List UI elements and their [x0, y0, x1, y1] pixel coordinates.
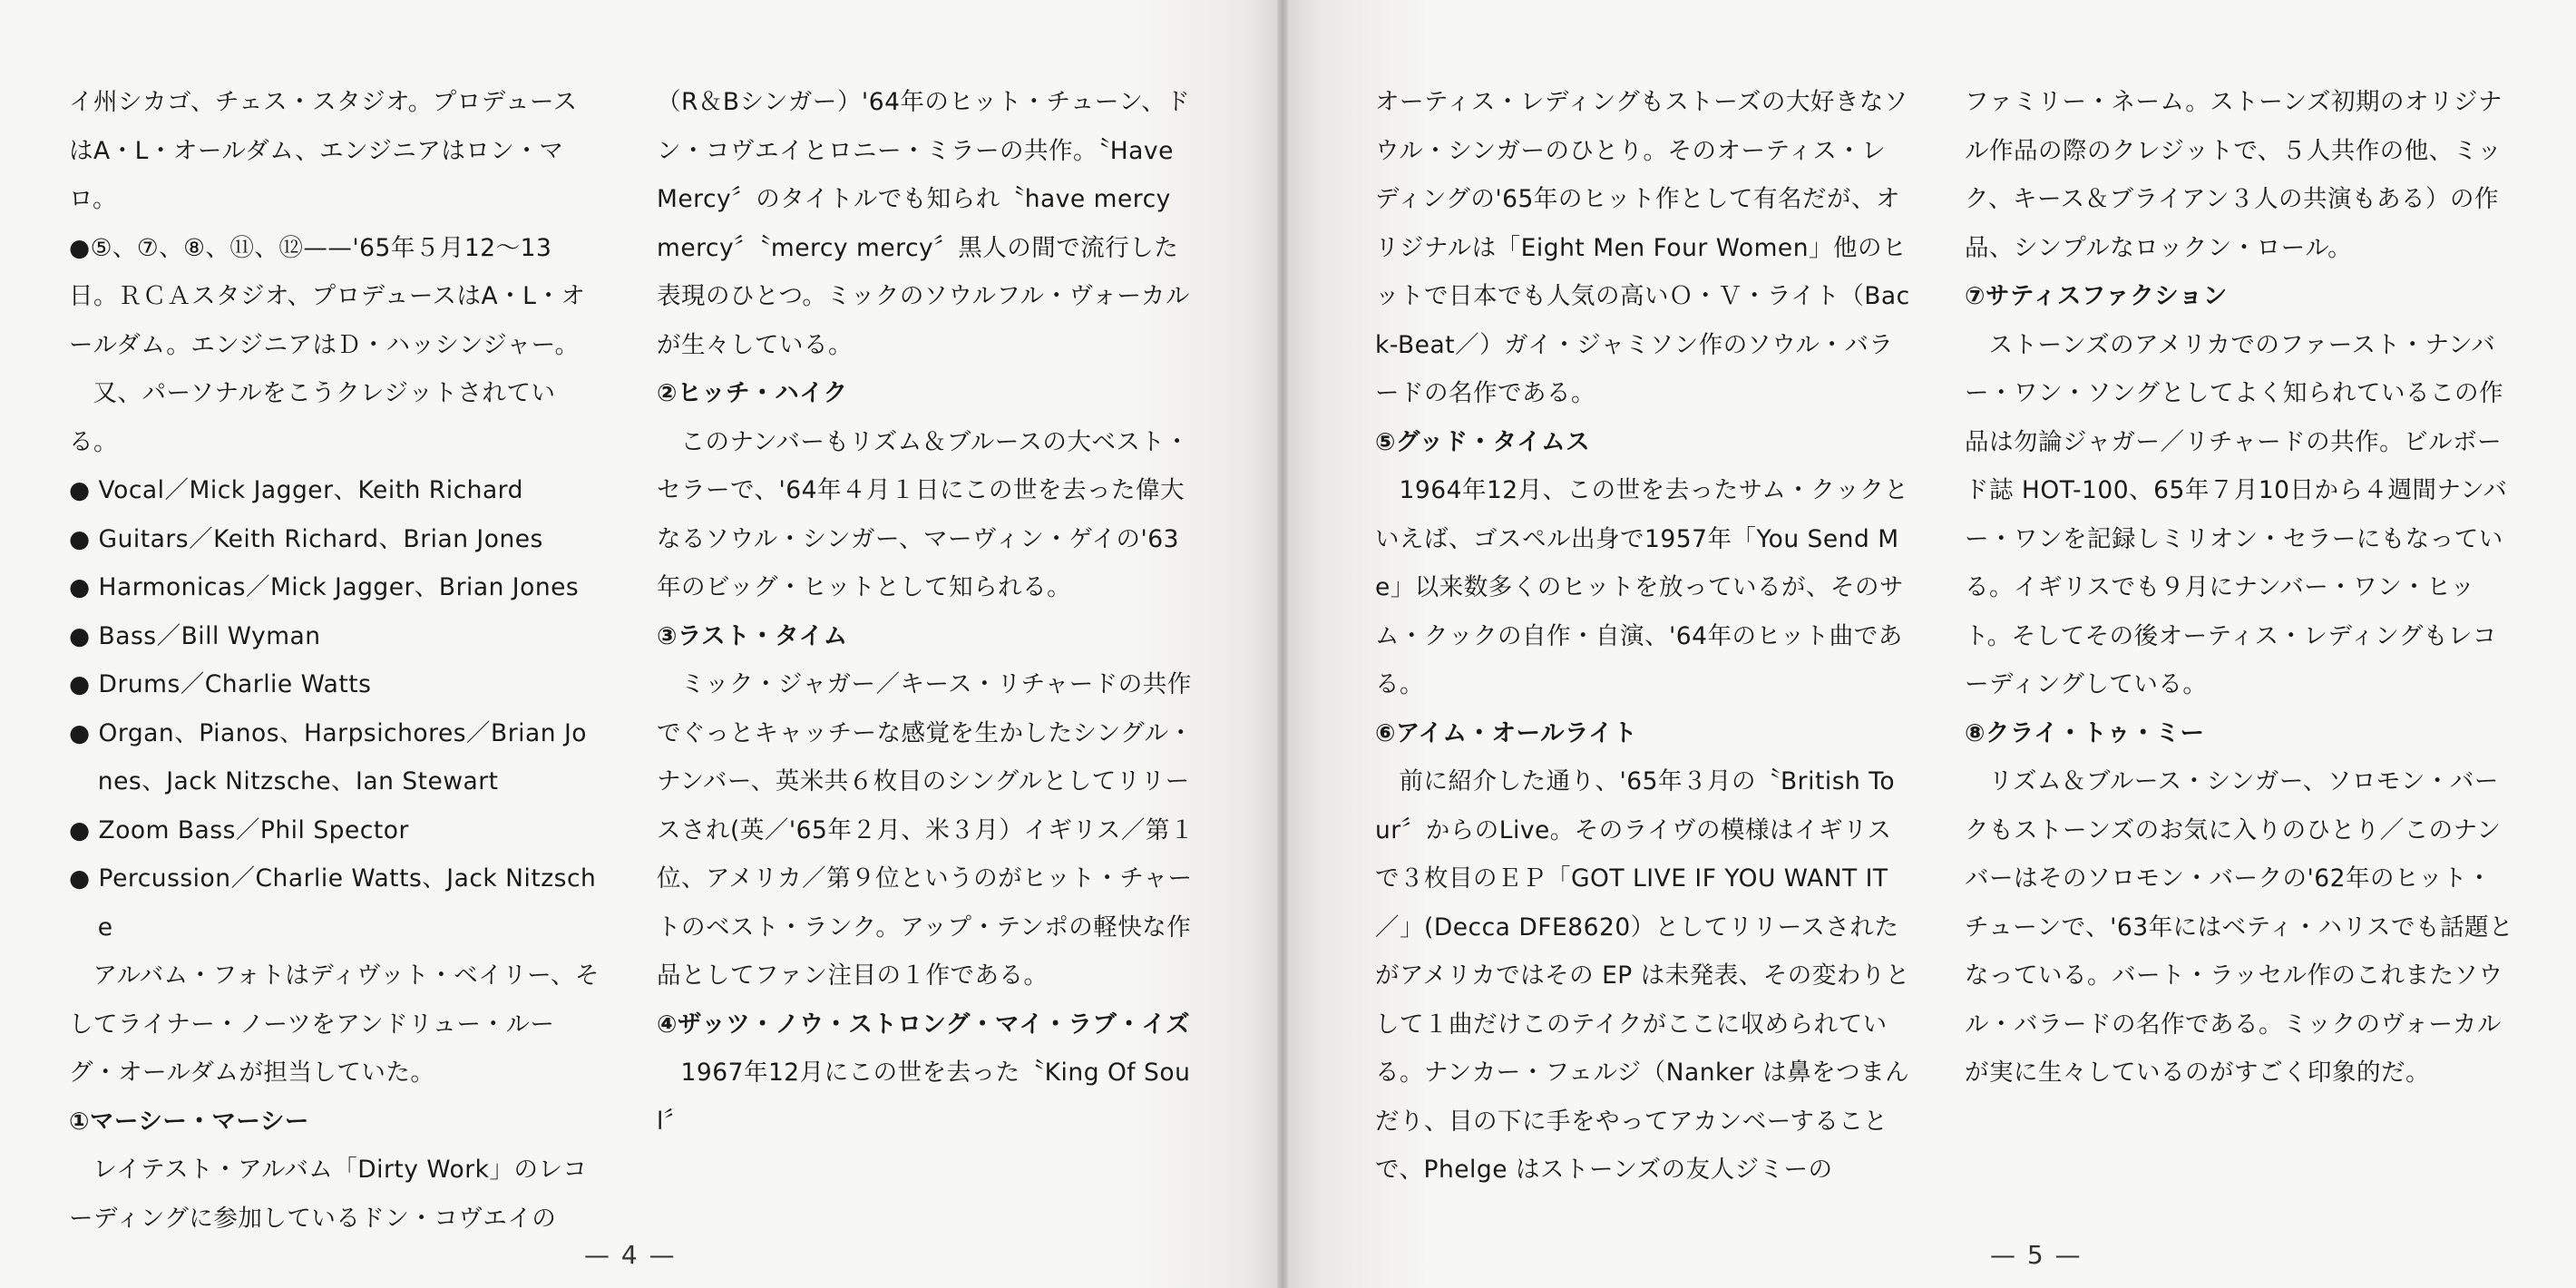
body-paragraph: 1967年12月にこの世を去った〝King Of Soul〞 [657, 1059, 1191, 1136]
body-paragraph: レイテスト・アルバム「Dirty Work」のレコーディングに参加しているドン・コヴエイの [69, 1156, 588, 1233]
credit-line: ● Bass／Bill Wyman [69, 621, 321, 650]
body-paragraph: ファミリー・ネーム。ストーンズ初期のオリジナル作品の際のクレジットで、５人共作の他、ミック、キース＆ブライアン３人の共演もある）の作品、シンプルなロックン・ロール。 [1965, 88, 2503, 262]
song-heading: ⑦サティスファクション [1965, 282, 2228, 310]
right-page-column-1 [1375, 78, 1910, 1195]
body-paragraph: ●⑤、⑦、⑧、⑪、⑫——'65年５月12～13日。ＲＣＡスタジオ、プロデュースはA・L・オールダム。エンジニアはＤ・ハッシンジャー。 [69, 233, 586, 359]
body-paragraph: オーティス・レディングもストーズの大好きなソウル・シンガーのひとり。そのオーティス・レディングの'65年のヒット作として有名だが、オリジナルは「Eight Men Four Women」他のヒットで日本でも人気の高いＯ・Ｖ・ライト（Back-Beat／）ガイ・ジャミソン作のソウル・バラードの名作である。 [1375, 88, 1910, 407]
left-page-column-2 [657, 78, 1197, 1146]
song-heading: ③ラスト・タイム [657, 621, 848, 650]
credit-line: ● Organ、Pianos、Harpsichores／Brian Jones、Jack Nitzsche、Ian Stewart [69, 718, 587, 795]
body-paragraph: ミック・ジャガー／キース・リチャードの共作でぐっとキャッチーな感覚を生かしたシングル・ナンバー、英米共６枚目のシングルとしてリリースされ(英／'65年２月、米３月）イギリス／第１位、アメリカ／第９位というのがヒット・チャートのベスト・ランク。アップ・テンポの軽快な作品としてファン注目の１作である。 [657, 670, 1195, 990]
song-heading: ①マーシー・マーシー [69, 1107, 309, 1136]
credit-line: ● Harmonicas／Mick Jagger、Brian Jones [69, 573, 580, 601]
credit-line: ● Zoom Bass／Phil Spector [69, 815, 409, 844]
page-number-left: — 4 — [584, 1240, 677, 1270]
song-heading: ⑥アイム・オールライト [1375, 718, 1638, 747]
right-page-column-2 [1965, 78, 2516, 1098]
song-heading: ④ザッツ・ノウ・ストロング・マイ・ラブ・イズ [657, 1010, 1191, 1039]
song-heading: ⑧クライ・トゥ・ミー [1965, 718, 2205, 747]
body-paragraph: アルバム・フォトはディヴット・ベイリー、そしてライナー・ノーツをアンドリュー・ルーグ・オールダムが担当していた。 [69, 961, 600, 1087]
credit-line: ● Guitars／Keith Richard、Brian Jones [69, 524, 543, 553]
song-heading: ②ヒッチ・ハイク [657, 379, 848, 407]
body-paragraph: 又、パーソナルをこうクレジットされている。 [69, 379, 556, 456]
credit-line: ● Percussion／Charlie Watts、Jack Nitzsche [69, 864, 597, 942]
credit-line: ● Drums／Charlie Watts [69, 670, 372, 698]
song-heading: ⑤グッド・タイムス [1375, 427, 1591, 456]
body-paragraph: 1964年12月、この世を去ったサム・クックといえば、ゴスペル出身で1957年「You Send Me」以来数多くのヒットを放っているが、そのサム・クックの自作・自演、'64年のヒット曲である。 [1375, 476, 1909, 698]
right-page [1283, 0, 2576, 1288]
body-paragraph: ストーンズのアメリカでのファースト・ナンバー・ワン・ソングとしてよく知られているこの作品は勿論ジャガー／リチャードの共作。ビルボード誌 HOT-100、65年７月10日から４週間ナンバー・ワンを記録しミリオン・セラーにもなっている。イギリスでも９月にナンバー・ワン・ヒット。そしてその後オーティス・レディングもレコーディングしている。 [1965, 330, 2508, 698]
left-page [0, 0, 1283, 1288]
body-paragraph: 前に紹介した通り、'65年３月の〝British Tour〞からのLive。そのライヴの模様はイギリスで３枚目のＥＰ「GOT LIVE IF YOU WANT IT／」(Decca DFE8620）としてリリースされたがアメリカではその EP は未発表、その変わりとして１曲だけこのテイクがここに収められている。ナンカー・フェルジ（Nanker は鼻をつまんだり、目の下に手をやってアカンベーすることで、Phelge はストーンズの友人ジミーの [1375, 767, 1910, 1184]
page-number-right: — 5 — [1990, 1240, 2083, 1270]
left-page-column-1 [69, 78, 600, 1243]
body-paragraph: このナンバーもリズム＆ブルースの大ベスト・セラーで、'64年４月１日にこの世を去った偉大なるソウル・シンガー、マーヴィン・ゲイの'63年のビッグ・ヒットとして知られる。 [657, 427, 1190, 601]
body-paragraph: リズム＆ブルース・シンガー、ソロモン・バークもストーンズのお気に入りのひとり／このナンバーはそのソロモン・バークの'62年のヒット・チューンで、'63年にはベティ・ハリスでも話題となっている。バート・ラッセル作のこれまたソウル・バラードの名作である。ミックのヴォーカルが実に生々しているのがすごく印象的だ。 [1965, 767, 2513, 1087]
body-paragraph: イ州シカゴ、チェス・スタジオ。プロデュースはA・L・オールダム、エンジニアはロン・マロ。 [69, 88, 578, 213]
body-paragraph: （R＆Bシンガー）'64年のヒット・チューン、ドン・コヴエイとロニー・ミラーの共作。〝Have Mercy〞のタイトルでも知られ〝have mercy mercy〞〝mercy mercy〞黒人の間で流行した表現のひとつ。ミックのソウルフル・ヴォーカルが生々している。 [657, 88, 1191, 359]
credit-line: ● Vocal／Mick Jagger、Keith Richard [69, 476, 523, 504]
